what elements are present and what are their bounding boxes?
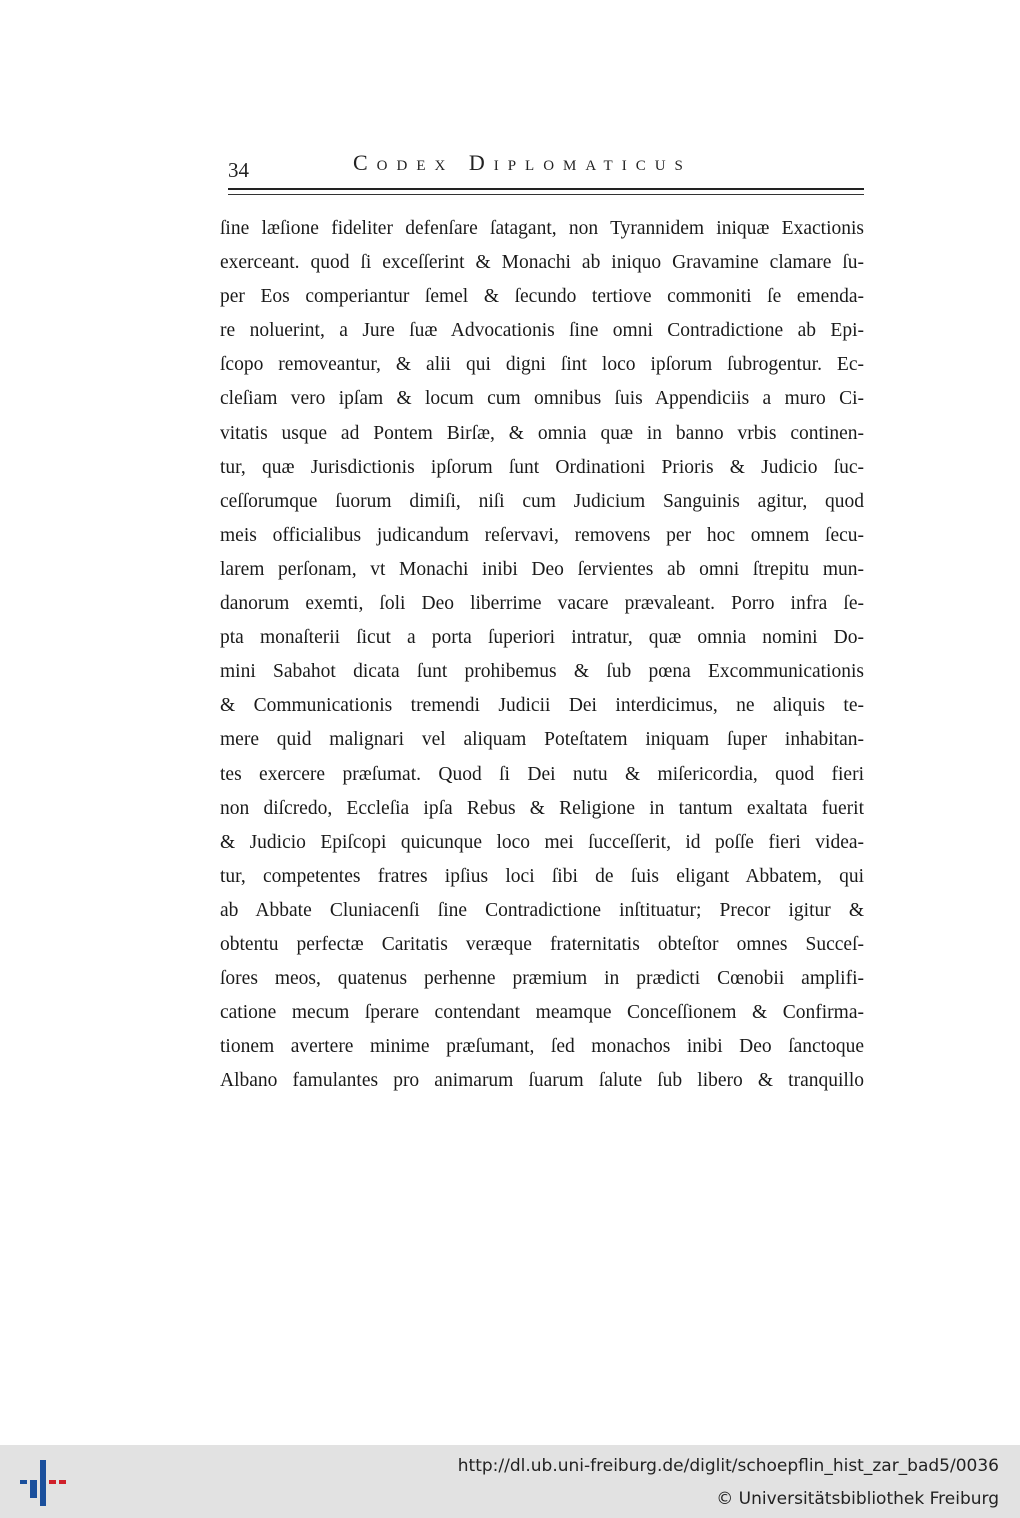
text-line: & Communicationis tremendi Judicii Dei interdicimus, ne aliquis te-	[220, 695, 864, 717]
header-rule-thick	[228, 188, 864, 190]
text-line: ſcopo removeantur, & alii qui digni ſint loco ipſorum ſubrogentur. Ec-	[220, 354, 864, 376]
text-line: mini Sabahot dicata ſunt prohibemus & ſub pœna Excommunicationis	[220, 661, 864, 683]
text-line: Albano famulantes pro animarum ſuarum ſalute ſub libero & tranquillo	[220, 1070, 864, 1092]
text-line: exerceant. quod ſi exceſſerint & Monachi ab iniquo Gravamine clamare ſu-	[220, 252, 864, 274]
copyright-notice: © Universitätsbibliothek Freiburg	[716, 1489, 999, 1509]
text-line: re noluerint, a Jure ſuæ Advocationis ſine omni Contradictione ab Epi-	[220, 320, 864, 342]
text-line: ab Abbate Cluniacenſi ſine Contradictione inſtituatur; Precor igitur &	[220, 899, 864, 921]
text-line: obtentu perfectæ Caritatis veræque fraternitatis obteſtor omnes Succeſ-	[220, 933, 864, 955]
text-line: ceſſorumque ſuorum dimiſi, niſi cum Judicium Sanguinis agitur, quod	[220, 490, 864, 512]
text-line: tur, quæ Jurisdictionis ipſorum ſunt Ordinationi Prioris & Judicio ſuc-	[220, 456, 864, 478]
text-line: cleſiam vero ipſam & locum cum omnibus ſuis Appendiciis a muro Ci-	[220, 388, 864, 410]
text-line: catione mecum ſperare contendant meamque Conceſſionem & Confirma-	[220, 1002, 864, 1024]
text-line: pta monaſterii ſicut a porta ſuperiori intratur, quæ omnia nomini Do-	[220, 627, 864, 649]
page-number: 34	[228, 158, 249, 182]
text-line: tur, competentes fratres ipſius loci ſibi de ſuis eligant Abbatem, qui	[220, 865, 864, 887]
text-line: tes exercere præſumat. Quod ſi Dei nutu & miſericordia, quod fieri	[220, 763, 864, 785]
text-line: larem perſonam, vt Monachi inibi Deo ſervientes ab omni ſtrepitu mun-	[220, 558, 864, 580]
text-line: meis officialibus judicandum reſervavi, removens per hoc omnem ſecu-	[220, 524, 864, 546]
source-url-link[interactable]: http://dl.ub.uni-freiburg.de/diglit/schoepflin_hist_zar_bad5/0036	[457, 1456, 999, 1476]
text-line: non diſcredo, Eccleſia ipſa Rebus & Religione in tantum exaltata fuerit	[220, 797, 864, 819]
text-line: per Eos comperiantur ſemel & ſecundo tertiove commoniti ſe emenda-	[220, 286, 864, 308]
running-title: Codex Diplomaticus	[353, 150, 692, 175]
header-rule-thin	[228, 194, 864, 195]
text-line: ſores meos, quatenus perhenne præmium in prædicti Cœnobii amplifi-	[220, 968, 864, 990]
text-line: danorum exemti, ſoli Deo liberrime vacare prævaleant. Porro infra ſe-	[220, 593, 864, 615]
text-line: & Judicio Epiſcopi quicunque loco mei ſucceſſerit, id poſſe fieri videa-	[220, 831, 864, 853]
ub-freiburg-logo-icon[interactable]	[20, 1460, 66, 1506]
text-line: vitatis usque ad Pontem Birſæ, & omnia quæ in banno vrbis continen-	[220, 422, 864, 444]
text-line: mere quid malignari vel aliquam Poteſtatem iniquam ſuper inhabitan-	[220, 729, 864, 751]
footer-bar	[0, 1445, 1020, 1518]
text-line: ſine læſione fideliter defenſare ſatagant, non Tyrannidem iniquæ Exactionis	[220, 218, 864, 239]
page-header	[228, 150, 864, 190]
body-text	[220, 212, 864, 1098]
text-line: tionem avertere minime præſumant, ſed monachos inibi Deo ſanctoque	[220, 1036, 864, 1058]
